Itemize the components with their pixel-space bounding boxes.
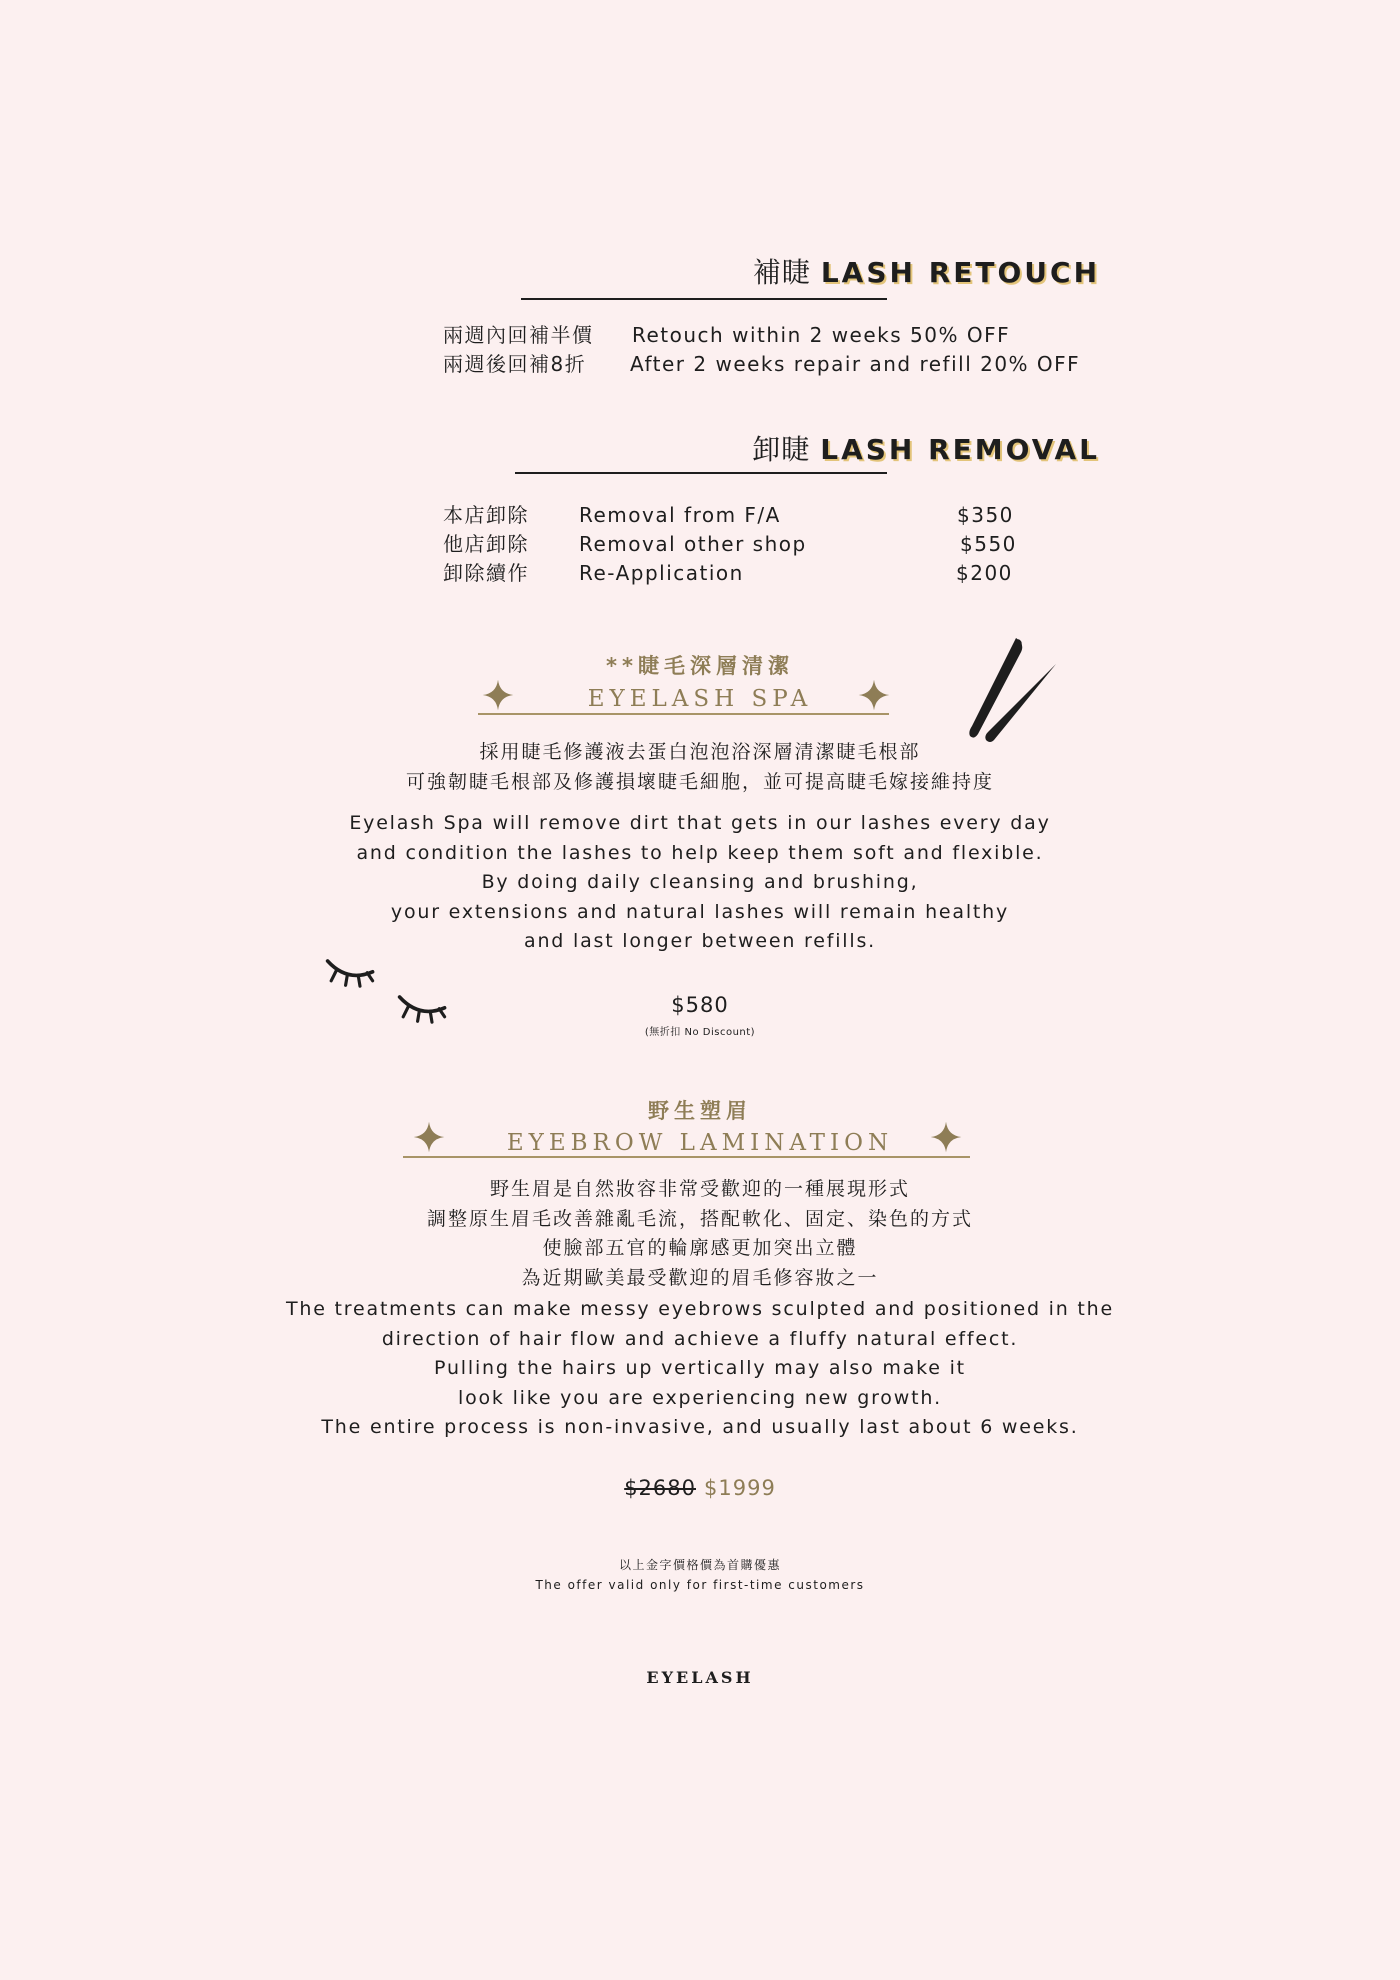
brow-desc-zh-line: 為近期歐美最受歡迎的眉毛修容妝之一	[521, 1266, 879, 1289]
removal-item-price: $200	[956, 561, 1013, 585]
spa-title-en: EYELASH SPA	[587, 686, 813, 712]
spa-desc-en-line: and condition the lashes to help keep them soft and flexible.	[356, 841, 1044, 864]
brow-desc-zh-line: 使臉部五官的輪廓感更加突出立體	[542, 1237, 858, 1259]
removal-divider	[515, 472, 887, 474]
brow-price-old: $2680	[624, 1476, 696, 1500]
removal-title-en: LASH REMOVAL	[820, 433, 1100, 466]
brow-title-zh: 野生塑眉	[648, 1099, 752, 1123]
retouch-item-zh: 兩週後回補8折	[443, 352, 587, 376]
tweezers-icon	[968, 636, 1058, 746]
brow-desc-en-line: The entire process is non-invasive, and usually last about 6 weeks.	[321, 1416, 1079, 1438]
removal-item-zh: 卸除續作	[443, 561, 529, 585]
retouch-title-zh: 補睫	[752, 256, 811, 289]
spa-desc-en-line: and last longer between refills.	[524, 930, 876, 952]
removal-title	[752, 433, 1100, 467]
removal-row	[443, 560, 1063, 586]
retouch-divider	[521, 298, 887, 300]
brow-desc-zh-line: 調整原生眉毛改善雜亂毛流，搭配軟化、固定、染色的方式	[426, 1207, 973, 1230]
brow-desc-en-line: The treatments can make messy eyebrows sculpted and positioned in the	[285, 1298, 1114, 1320]
spa-desc-en-line: By doing daily cleansing and brushing,	[481, 871, 919, 893]
sparkle-icon	[412, 1120, 446, 1154]
sparkle-icon	[481, 678, 515, 712]
retouch-title	[753, 256, 1100, 290]
retouch-item-en: After 2 weeks repair and refill 20% OFF	[630, 352, 1081, 376]
brow-price	[0, 1476, 1400, 1500]
retouch-row	[443, 322, 1143, 348]
removal-item-price: $550	[960, 532, 1017, 556]
removal-item-en: Removal other shop	[579, 532, 807, 556]
brow-price-new: $1999	[704, 1476, 776, 1500]
removal-item-en: Re-Application	[579, 561, 744, 585]
spa-desc-zh-line: 採用睫毛修護液去蛋白泡泡浴深層清潔睫毛根部	[479, 741, 921, 763]
spa-description	[0, 738, 1400, 957]
brow-description	[0, 1175, 1400, 1443]
brow-divider	[403, 1156, 970, 1158]
sparkle-icon	[857, 678, 891, 712]
brow-desc-zh-line: 野生眉是自然妝容非常受歡迎的一種展現形式	[489, 1178, 910, 1200]
retouch-item-en: Retouch within 2 weeks 50% OFF	[632, 323, 1011, 347]
sparkle-icon	[929, 1120, 963, 1154]
spa-divider	[478, 713, 889, 715]
spa-desc-zh-line: 可強韌睫毛根部及修護損壞睫毛細胞，並可提高睫毛嫁接維持度	[405, 770, 994, 793]
offer-note-en: The offer valid only for first-time customers	[535, 1578, 865, 1592]
spa-title-zh: **睫毛深層清潔	[606, 654, 794, 678]
brow-desc-en-line: look like you are experiencing new growth.	[458, 1386, 942, 1409]
brow-desc-en-line: direction of hair flow and achieve a fluffy natural effect.	[381, 1327, 1019, 1350]
removal-item-zh: 本店卸除	[443, 503, 529, 527]
retouch-title-en: LASH RETOUCH	[820, 256, 1100, 289]
spa-desc-en-line: your extensions and natural lashes will remain healthy	[390, 900, 1010, 923]
removal-item-en: Removal from F/A	[579, 503, 781, 527]
removal-item-zh: 他店卸除	[443, 532, 529, 556]
removal-title-zh: 卸睫	[752, 433, 811, 466]
closed-eye-icon	[396, 988, 450, 1024]
brow-title-en: EYEBROW LAMINATION	[506, 1130, 894, 1156]
retouch-row	[443, 351, 1143, 377]
offer-note-zh: 以上金字價格價為首購優惠	[618, 1558, 781, 1572]
spa-price-note: (無折扣 No Discount)	[644, 1027, 756, 1038]
removal-item-price: $350	[957, 503, 1014, 527]
retouch-item-zh: 兩週內回補半價	[443, 323, 594, 347]
removal-row	[443, 531, 1063, 557]
spa-desc-en-line: Eyelash Spa will remove dirt that gets in our lashes every day	[349, 812, 1051, 834]
brand-logo: EYELASH	[646, 1668, 754, 1687]
spa-price: $580	[671, 993, 729, 1017]
removal-row	[443, 502, 1063, 528]
closed-eye-icon	[324, 952, 378, 988]
brow-desc-en-line: Pulling the hairs up vertically may also make it	[434, 1357, 966, 1379]
